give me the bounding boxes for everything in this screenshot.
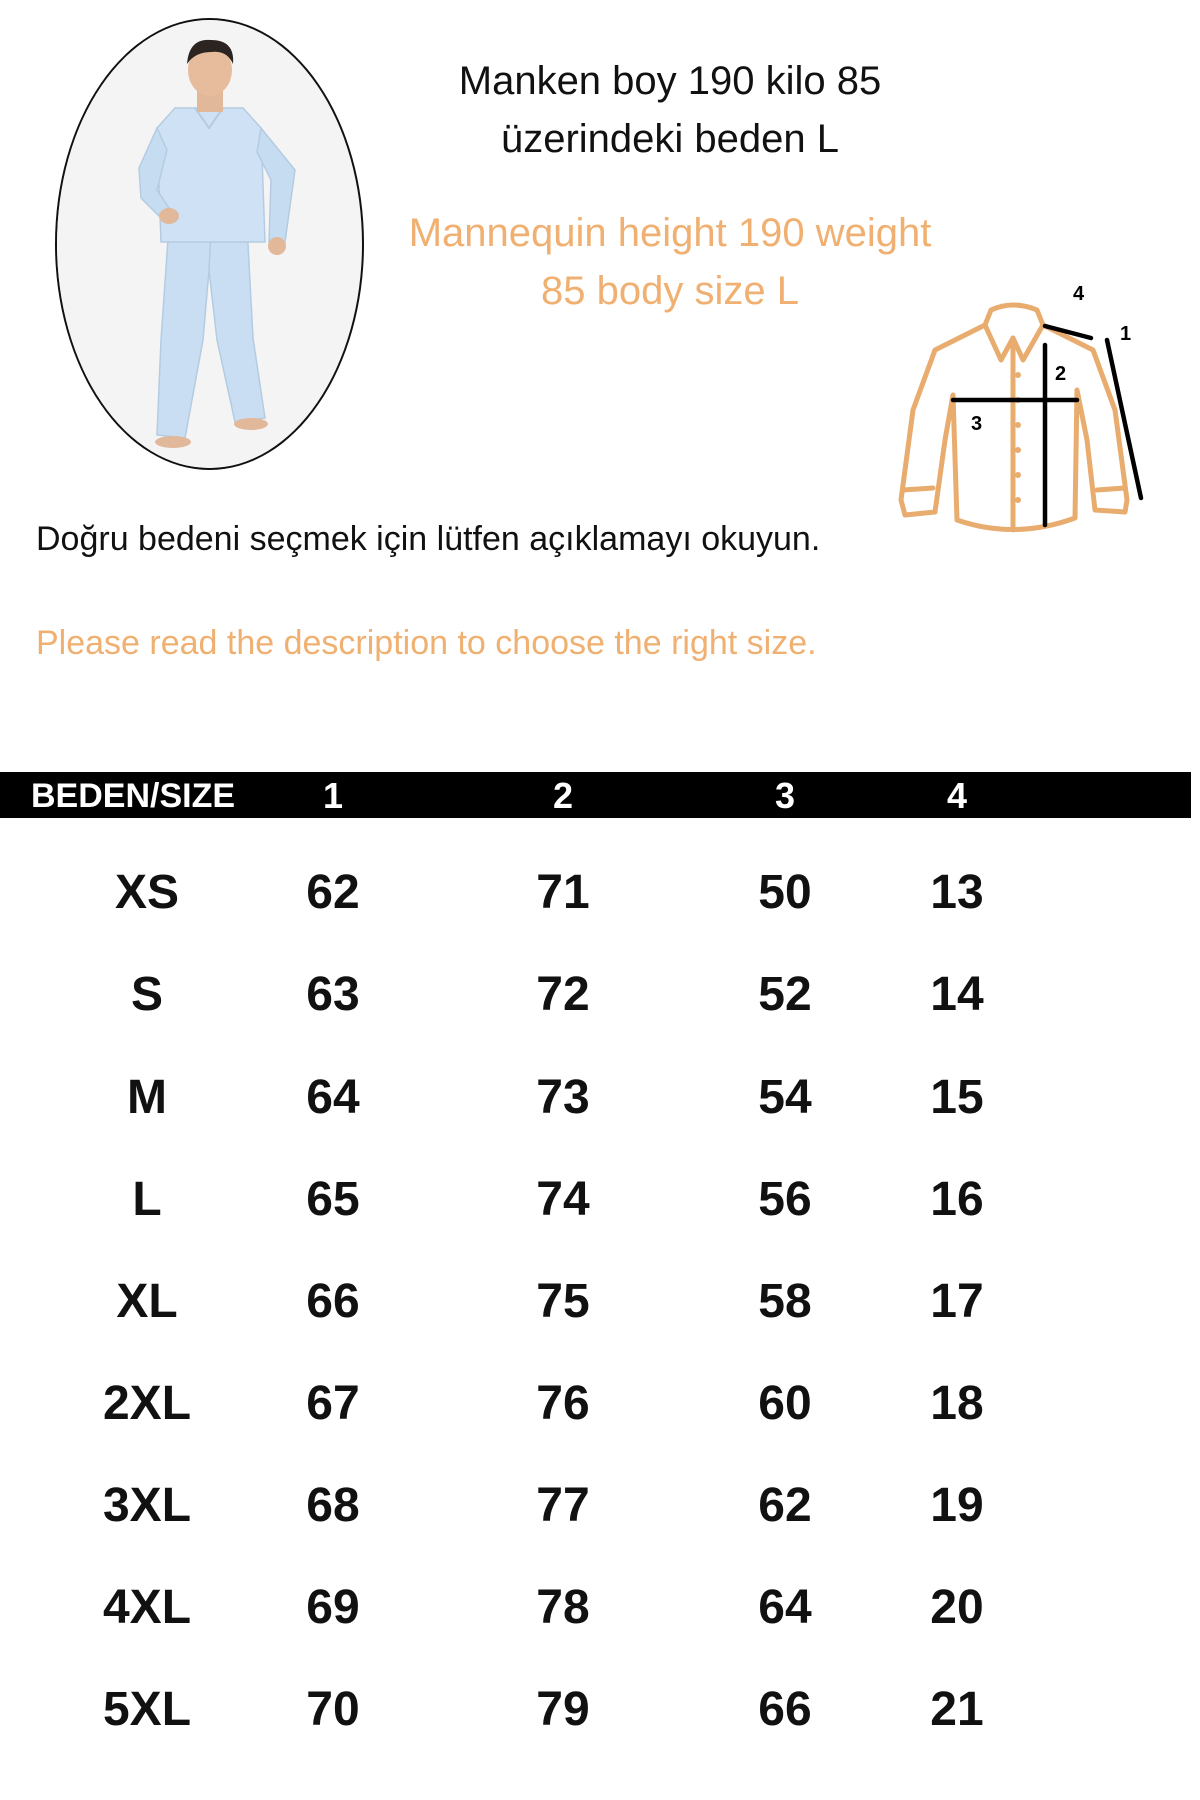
- size-name: L: [132, 1173, 162, 1226]
- table-row: [0, 863, 1200, 923]
- measure-2: 71: [536, 866, 590, 919]
- measure-3: 50: [758, 866, 812, 919]
- size-name: S: [130, 968, 164, 1021]
- measure-1: 63: [306, 968, 360, 1021]
- table-row: [0, 1578, 1200, 1638]
- measure-2: 76: [536, 1377, 590, 1430]
- measure-3: 60: [758, 1377, 812, 1430]
- measure-4: 13: [930, 866, 984, 919]
- measure-1: 65: [306, 1173, 360, 1226]
- size-name: XL: [116, 1275, 178, 1328]
- measure-4: 15: [930, 1071, 984, 1124]
- header-col-1: 1: [322, 775, 344, 816]
- measure-1: 69: [306, 1581, 360, 1634]
- model-info-en-line1: Mannequin height 190 weight: [408, 211, 932, 255]
- model-info-turkish: [380, 52, 960, 168]
- measure-1: 66: [306, 1275, 360, 1328]
- table-row: [0, 1068, 1200, 1128]
- measure-3: 52: [758, 968, 812, 1021]
- size-name: M: [127, 1071, 167, 1124]
- measure-2: 77: [536, 1479, 590, 1532]
- model-figure-image: [57, 20, 362, 468]
- measure-1: 70: [306, 1683, 360, 1736]
- measure-4: 14: [930, 968, 984, 1021]
- measure-2: 72: [536, 968, 590, 1021]
- measure-4: 21: [930, 1683, 984, 1736]
- model-info-english: [380, 204, 960, 320]
- measure-2: 75: [536, 1275, 590, 1328]
- diagram-label-3: 3: [971, 413, 983, 435]
- measure-4: 18: [930, 1377, 984, 1430]
- size-name: 2XL: [102, 1377, 192, 1430]
- table-row: [0, 1272, 1200, 1332]
- size-name: XS: [114, 866, 180, 919]
- measure-2: 79: [536, 1683, 590, 1736]
- table-row: [0, 1170, 1200, 1230]
- measure-3: 54: [758, 1071, 812, 1124]
- measure-1: 64: [306, 1071, 360, 1124]
- instruction-turkish: Doğru bedeni seçmek için lütfen açıklamayı okuyun.: [36, 520, 821, 558]
- measure-3: 64: [758, 1581, 812, 1634]
- diagram-label-4: 4: [1073, 283, 1085, 305]
- table-row: [0, 1476, 1200, 1536]
- instruction-english: Please read the description to choose the right size.: [36, 624, 817, 662]
- measure-3: 66: [758, 1683, 812, 1736]
- measure-3: 62: [758, 1479, 812, 1532]
- header-col-3: 3: [774, 775, 796, 816]
- header-size-label: BEDEN/SIZE: [30, 777, 236, 815]
- measure-3: 56: [758, 1173, 812, 1226]
- size-name: 5XL: [102, 1683, 192, 1736]
- table-row: [0, 1374, 1200, 1434]
- measure-4: 17: [930, 1275, 984, 1328]
- header-col-2: 2: [552, 775, 574, 816]
- measure-4: 19: [930, 1479, 984, 1532]
- measure-2: 73: [536, 1071, 590, 1124]
- size-name: 3XL: [102, 1479, 192, 1532]
- header-col-4: 4: [946, 775, 968, 816]
- model-info-tr-line1: Manken boy 190 kilo 85: [458, 59, 882, 103]
- size-name: 4XL: [102, 1581, 192, 1634]
- size-table-header: [0, 772, 1191, 818]
- model-photo: [55, 18, 364, 470]
- model-info-en-line2: 85 body size L: [541, 269, 799, 313]
- measure-3: 58: [758, 1275, 812, 1328]
- measure-1: 67: [306, 1377, 360, 1430]
- measure-1: 68: [306, 1479, 360, 1532]
- measure-1: 62: [306, 866, 360, 919]
- shirt-measurement-diagram: [895, 280, 1195, 545]
- measure-4: 20: [930, 1581, 984, 1634]
- diagram-label-2: 2: [1055, 363, 1067, 385]
- table-row: [0, 1680, 1200, 1740]
- measure-2: 74: [536, 1173, 590, 1226]
- measure-2: 78: [536, 1581, 590, 1634]
- measure-4: 16: [930, 1173, 984, 1226]
- model-info-tr-line2: üzerindeki beden L: [500, 117, 840, 161]
- table-row: [0, 965, 1200, 1025]
- diagram-label-1: 1: [1120, 323, 1132, 345]
